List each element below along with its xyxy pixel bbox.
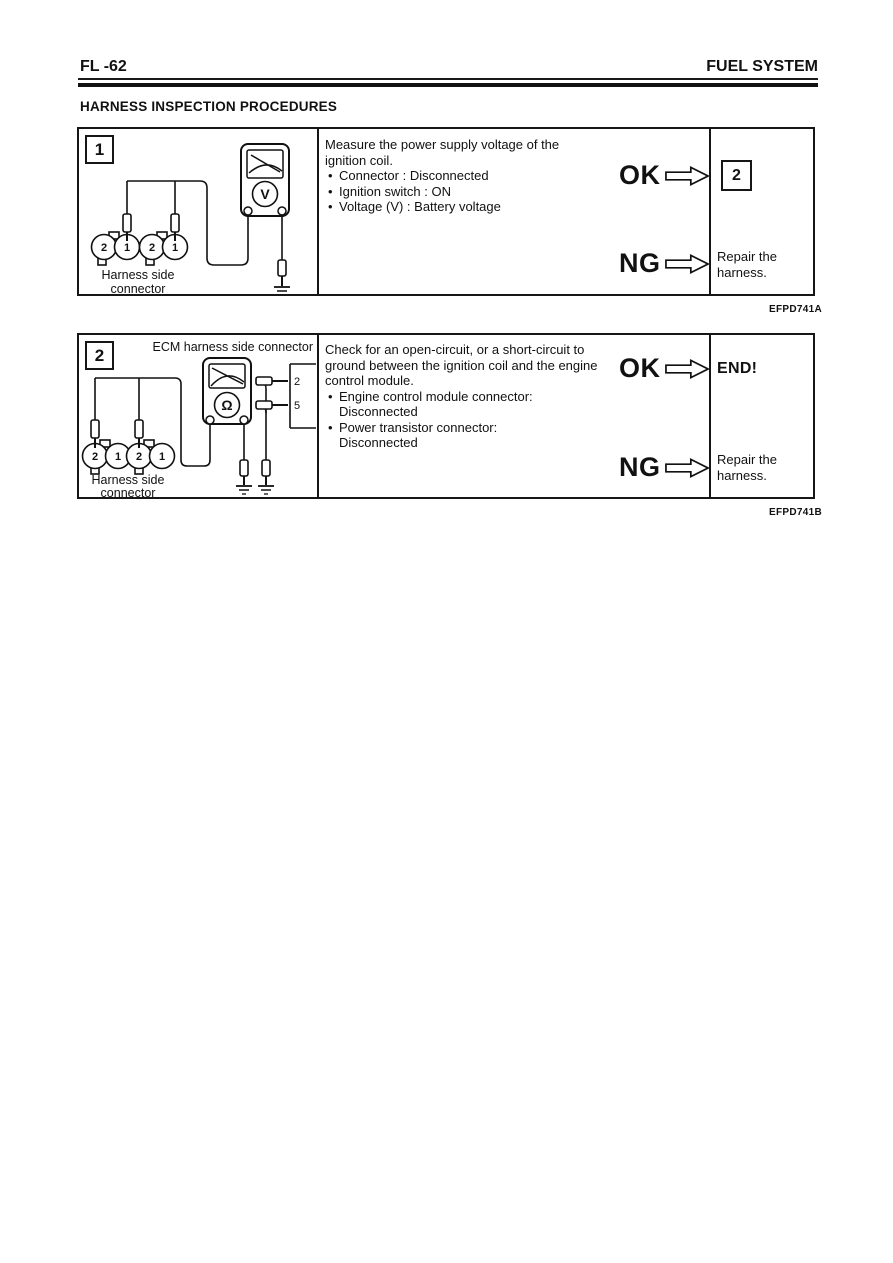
ng-label: NG	[619, 452, 661, 482]
bullet-continuation: Disconnected	[339, 435, 418, 450]
ohmmeter	[203, 358, 251, 424]
bullet-item	[325, 389, 603, 405]
bullet-item	[325, 168, 583, 184]
bullet-text: Ignition switch : ON	[339, 183, 451, 199]
ok-label: OK	[619, 160, 661, 190]
box-divider	[317, 335, 319, 497]
ng-arrow-icon	[665, 253, 709, 275]
pin-label: 2	[91, 451, 99, 463]
bullet-icon	[325, 168, 339, 184]
bullet-text: Engine control module connector:	[339, 388, 533, 404]
bullet-icon	[325, 389, 339, 405]
step-2-box	[77, 333, 815, 499]
bullet-item	[325, 184, 583, 200]
pin-label: 2	[135, 451, 143, 463]
header-rule-thin	[78, 78, 818, 80]
ecm-connector-bracket	[290, 364, 316, 428]
bullet-item	[325, 199, 583, 215]
ecm-test-probe	[256, 401, 288, 409]
meter-symbol: V	[260, 186, 270, 202]
page-code: FL -62	[80, 58, 127, 75]
pin-label: 2	[100, 242, 108, 254]
box-divider	[709, 129, 711, 294]
instruction-text: Check for an open-circuit, or a short-circuit to ground between the ignition coil and the engine control module.	[325, 342, 598, 388]
voltmeter	[241, 144, 289, 216]
bullet-continuation: Disconnected	[339, 404, 418, 419]
pin-label: 2	[148, 242, 156, 254]
bullet-item	[325, 420, 603, 436]
ok-arrow-icon	[665, 358, 709, 380]
pin-label: 1	[171, 242, 179, 254]
meter-terminal	[206, 416, 214, 424]
ecm-pin-label: 2	[294, 376, 301, 388]
ground-probe	[240, 460, 248, 485]
ground-icon	[236, 486, 252, 494]
ng-label: NG	[619, 248, 661, 278]
ecm-test-probe	[256, 377, 288, 385]
connector-label: Harness side	[91, 473, 165, 487]
ng-result-text: Repair the harness.	[717, 452, 777, 483]
bullet-text: Power transistor connector:	[339, 419, 498, 435]
ecm-connector-label: ECM harness side connector	[152, 340, 313, 354]
ok-result-text: END!	[717, 360, 758, 377]
meter-symbol: Ω	[221, 397, 233, 413]
ok-result-step-ref: 2	[721, 160, 752, 191]
ng-result-text: Repair the harness.	[717, 249, 777, 280]
ground-icon	[258, 486, 274, 494]
step-1-instructions	[325, 137, 583, 215]
step-1-diagram	[80, 130, 316, 295]
figure-code: EFPD741A	[769, 304, 822, 315]
pin-label: 1	[123, 242, 131, 254]
bullet-text: Voltage (V) : Battery voltage	[339, 199, 501, 214]
ground-probe	[262, 460, 270, 485]
page-title: HARNESS INSPECTION PROCEDURES	[80, 99, 338, 114]
bullet-icon	[325, 420, 339, 436]
ground-icon	[274, 287, 290, 295]
step-number-badge: 2	[85, 341, 114, 370]
bullet-icon	[325, 199, 339, 215]
connector-label: connector	[100, 486, 156, 498]
figure-code: EFPD741B	[769, 507, 822, 518]
meter-terminal	[278, 207, 286, 215]
pin-label: 1	[158, 451, 166, 463]
ok-label: OK	[619, 353, 661, 383]
section-title: FUEL SYSTEM	[706, 58, 818, 75]
step-2-instructions	[325, 342, 603, 451]
box-divider	[317, 129, 319, 294]
ground-probe	[278, 260, 286, 286]
connector-label: connector	[110, 282, 166, 295]
instruction-text: Measure the power supply voltage of the ignition coil.	[325, 137, 560, 168]
header-rule-thick	[78, 83, 818, 87]
step-1-box	[77, 127, 815, 296]
meter-terminal	[240, 416, 248, 424]
meter-terminal	[244, 207, 252, 215]
box-divider	[709, 335, 711, 497]
bullet-text: Connector : Disconnected	[339, 168, 489, 183]
connector-label: Harness side	[101, 268, 175, 282]
pin-label: 1	[114, 451, 122, 463]
ecm-pin-label: 5	[294, 400, 301, 412]
ok-arrow-icon	[665, 165, 709, 187]
step-number-badge: 1	[85, 135, 114, 164]
step-2-diagram	[80, 336, 316, 498]
ng-arrow-icon	[665, 457, 709, 479]
bullet-icon	[325, 184, 339, 200]
